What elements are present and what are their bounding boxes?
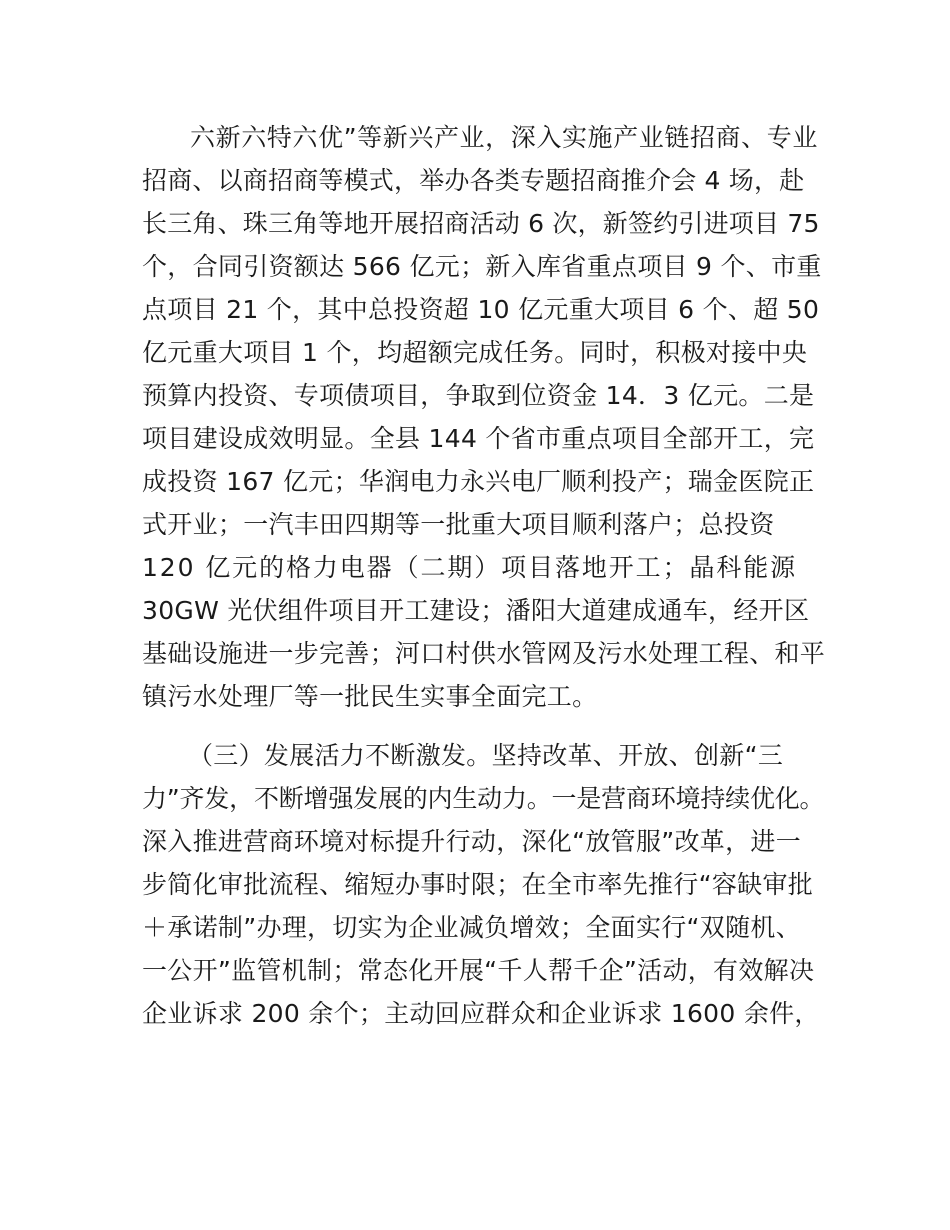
paragraph-1-line-6: 亿元重大项目 1 个，均超额完成任务。同时，积极对接中央: [142, 338, 808, 367]
paragraph-1-line-1: 六新六特六优”等新兴产业，深入实施产业链招商、专业: [190, 123, 818, 152]
paragraph-1-line-4: 个，合同引资额达 566 亿元；新入库省重点项目 9 个、市重: [142, 252, 822, 281]
paragraph-1-line-9: 成投资 167 亿元；华润电力永兴电厂顺利投产；瑞金医院正: [142, 467, 815, 496]
paragraph-1-line-3: 长三角、珠三角等地开展招商活动 6 次，新签约引进项目 75: [142, 209, 820, 238]
paragraph-2-line-2: 力”齐发，不断增强发展的内生动力。一是营商环境持续优化。: [142, 784, 825, 813]
paragraph-1-line-8: 项目建设成效明显。全县 144 个省市重点项目全部开工，完: [142, 424, 815, 453]
paragraph-2-line-4: 步简化审批流程、缩短办事时限；在全市率先推行“容缺审批: [142, 870, 814, 899]
paragraph-1-line-10: 式开业；一汽丰田四期等一批重大项目顺利落户；总投资: [142, 510, 775, 539]
paragraph-1-line-2: 招商、以商招商等模式，举办各类专题招商推介会 4 场，赴: [142, 166, 805, 195]
paragraph-1-line-11: 120 亿元的格力电器（二期）项目落地开工；晶科能源: [142, 553, 798, 582]
paragraph-2-line-3: 深入推进营商环境对标提升行动，深化“放管服”改革，进一: [142, 827, 802, 856]
paragraph-2-line-6: 一公开”监管机制；常态化开展“千人帮千企”活动，有效解决: [142, 956, 815, 985]
paragraph-2-line-1: （三）发展活力不断激发。坚持改革、开放、创新“三: [188, 741, 784, 770]
paragraph-1-line-5: 点项目 21 个，其中总投资超 10 亿元重大项目 6 个、超 50: [142, 295, 820, 324]
paragraph-2-line-7: 企业诉求 200 余个；主动回应群众和企业诉求 1600 余件，: [142, 999, 820, 1028]
paragraph-1-line-13: 基础设施进一步完善；河口村供水管网及污水处理工程、和平: [142, 639, 826, 668]
paragraph-1-line-14: 镇污水处理厂等一批民生实事全面完工。: [142, 682, 598, 711]
paragraph-1-line-12: 30GW 光伏组件项目开工建设；潘阳大道建成通车，经开区: [142, 596, 810, 625]
paragraph-1-line-7: 预算内投资、专项债项目，争取到位资金 14．3 亿元。二是: [142, 381, 815, 410]
paragraph-2-line-5: ＋承诺制”办理，切实为企业减负增效；全面实行“双随机、: [142, 913, 802, 942]
